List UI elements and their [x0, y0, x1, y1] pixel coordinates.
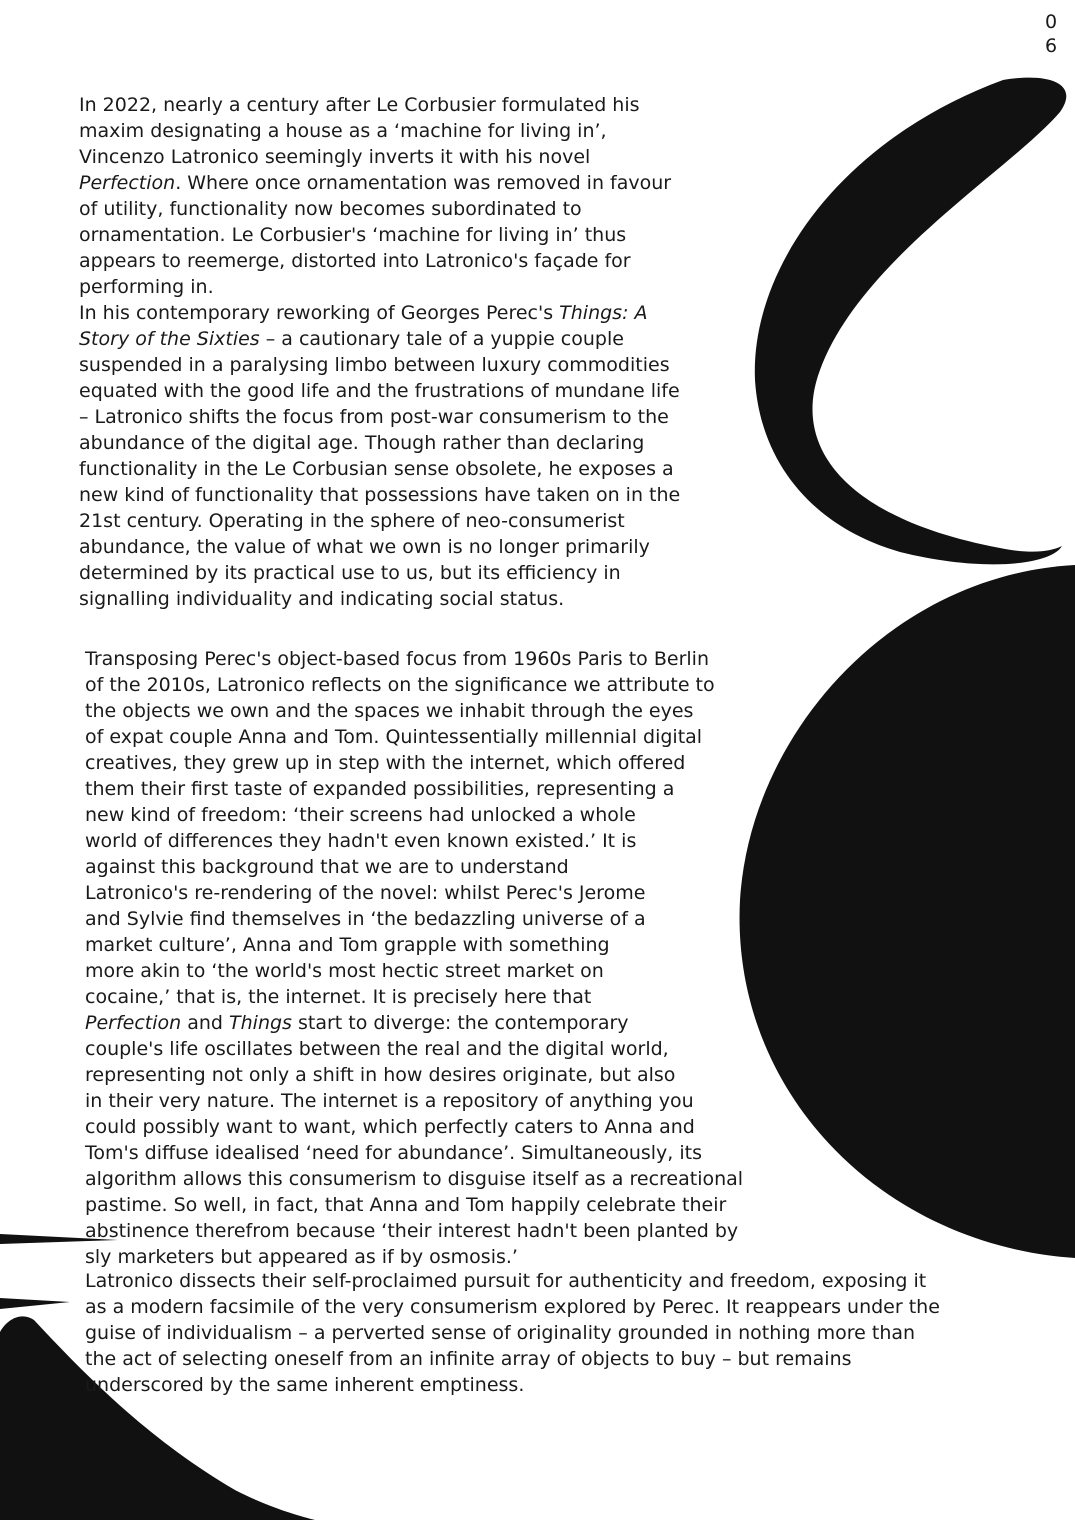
text-line: [85, 1140, 743, 1166]
text-segment: more akin to ‘the world's most hectic street market on: [85, 960, 604, 982]
text-line: [79, 352, 680, 378]
crescent-shape: [755, 78, 1066, 565]
text-segment: abundance of the digital age. Though rather than declaring: [79, 432, 645, 454]
text-segment: representing not only a shift in how desires originate, but also: [85, 1064, 676, 1086]
text-line: [79, 300, 680, 326]
text-segment: signalling individuality and indicating social status.: [79, 588, 565, 610]
text-line: [85, 932, 743, 958]
text-segment: abundance, the value of what we own is no longer primarily: [79, 536, 650, 558]
text-line: [79, 404, 680, 430]
text-line: [79, 508, 680, 534]
text-segment: and: [181, 1012, 230, 1034]
text-segment: Vincenzo Latronico seemingly inverts it with his novel: [79, 146, 591, 168]
text-segment: Tom's diffuse idealised ‘need for abundance’. Simultaneously, its: [85, 1142, 702, 1164]
text-segment: the act of selecting oneself from an infinite array of objects to buy – but remains: [85, 1348, 852, 1370]
text-line: [79, 430, 680, 456]
text-segment: market culture’, Anna and Tom grapple with something: [85, 934, 610, 956]
text-line: [85, 1218, 743, 1244]
text-segment: creatives, they grew up in step with the internet, which offered: [85, 752, 686, 774]
text-line: [85, 958, 743, 984]
text-line: [85, 906, 743, 932]
text-line: [79, 586, 680, 612]
text-line: [79, 482, 680, 508]
text-line: [79, 326, 680, 352]
text-segment: new kind of freedom: ‘their screens had unlocked a whole: [85, 804, 636, 826]
article-paragraph-3: [85, 1268, 940, 1398]
text-segment: functionality in the Le Corbusian sense obsolete, he exposes a: [79, 458, 674, 480]
text-segment: sly marketers but appeared as if by osmosis.’: [85, 1246, 518, 1268]
text-line: [85, 646, 743, 672]
text-line: [85, 1062, 743, 1088]
text-segment: in their very nature. The internet is a repository of anything you: [85, 1090, 694, 1112]
text-line: [79, 248, 680, 274]
text-segment: suspended in a paralysing limbo between luxury commodities: [79, 354, 670, 376]
text-segment: 21st century. Operating in the sphere of neo-consumerist: [79, 510, 625, 532]
text-segment: . Where once ornamentation was removed in favour: [175, 172, 672, 194]
text-line: [85, 1346, 940, 1372]
italic-title: Perfection: [79, 172, 176, 194]
text-segment: the objects we own and the spaces we inhabit through the eyes: [85, 700, 694, 722]
text-line: [85, 672, 743, 698]
text-segment: – a cautionary tale of a yuppie couple: [259, 328, 624, 350]
text-line: [85, 880, 743, 906]
text-segment: start to diverge: the contemporary: [291, 1012, 629, 1034]
text-segment: new kind of functionality that possessions have taken on in the: [79, 484, 681, 506]
text-segment: In 2022, nearly a century after Le Corbusier formulated his: [79, 94, 640, 116]
italic-title: Things: [229, 1012, 292, 1034]
text-line: [85, 854, 743, 880]
text-line: [85, 1114, 743, 1140]
left-stroke-middle: [0, 1298, 70, 1309]
text-segment: and Sylvie find themselves in ‘the bedazzling universe of a: [85, 908, 646, 930]
text-segment: Latronico's re-rendering of the novel: whilst Perec's Jerome: [85, 882, 646, 904]
text-segment: them their first taste of expanded possibilities, representing a: [85, 778, 675, 800]
text-segment: determined by its practical use to us, but its efficiency in: [79, 562, 621, 584]
text-segment: could possibly want to want, which perfectly caters to Anna and: [85, 1116, 695, 1138]
text-segment: appears to reemerge, distorted into Latronico's façade for: [79, 250, 631, 272]
text-line: [85, 1192, 743, 1218]
text-line: [85, 1010, 743, 1036]
text-line: [85, 1268, 940, 1294]
text-line: [79, 378, 680, 404]
italic-title: Perfection: [85, 1012, 182, 1034]
text-line: [85, 1036, 743, 1062]
text-segment: world of differences they hadn't even known existed.’ It is: [85, 830, 637, 852]
text-segment: maxim designating a house as a ‘machine for living in’,: [79, 120, 607, 142]
text-line: [85, 802, 743, 828]
article-paragraph-2: [85, 646, 743, 1270]
text-segment: as a modern facsimile of the very consumerism explored by Perec. It reappears under the: [85, 1296, 940, 1318]
text-line: [79, 456, 680, 482]
text-segment: of utility, functionality now becomes subordinated to: [79, 198, 582, 220]
text-segment: Transposing Perec's object-based focus from 1960s Paris to Berlin: [85, 648, 709, 670]
text-segment: of the 2010s, Latronico reflects on the significance we attribute to: [85, 674, 715, 696]
text-line: [85, 776, 743, 802]
text-line: [85, 750, 743, 776]
page-number-digit: 0: [1044, 11, 1058, 33]
text-line: [79, 534, 680, 560]
text-segment: equated with the good life and the frustrations of mundane life: [79, 380, 680, 402]
text-line: [85, 1244, 743, 1270]
text-segment: of expat couple Anna and Tom. Quintessentially millennial digital: [85, 726, 703, 748]
text-line: [79, 170, 680, 196]
text-line: [79, 118, 680, 144]
text-segment: – Latronico shifts the focus from post-war consumerism to the: [79, 406, 669, 428]
text-segment: algorithm allows this consumerism to disguise itself as a recreational: [85, 1168, 744, 1190]
italic-title: Story of the Sixties: [79, 328, 260, 350]
text-line: [85, 1294, 940, 1320]
text-segment: ornamentation. Le Corbusier's ‘machine for living in’ thus: [79, 224, 627, 246]
text-segment: couple's life oscillates between the real and the digital world,: [85, 1038, 669, 1060]
text-line: [79, 222, 680, 248]
text-segment: underscored by the same inherent emptiness.: [85, 1374, 525, 1396]
text-line: [79, 92, 680, 118]
text-line: [85, 1088, 743, 1114]
half-circle-shape: [740, 565, 1075, 1258]
text-line: [85, 984, 743, 1010]
article-paragraph-1: [79, 92, 680, 612]
text-line: [79, 144, 680, 170]
text-segment: Latronico dissects their self-proclaimed pursuit for authenticity and freedom, exposing it: [85, 1270, 927, 1292]
text-line: [79, 274, 680, 300]
italic-title: Things: A: [559, 302, 648, 324]
page-number: [1041, 10, 1061, 58]
text-line: [85, 724, 743, 750]
text-segment: against this background that we are to understand: [85, 856, 569, 878]
text-segment: abstinence therefrom because ‘their interest hadn't been planted by: [85, 1220, 739, 1242]
text-line: [85, 698, 743, 724]
text-segment: cocaine,’ that is, the internet. It is precisely here that: [85, 986, 592, 1008]
text-line: [85, 1166, 743, 1192]
text-segment: In his contemporary reworking of Georges Perec's: [79, 302, 560, 324]
page-number-digit: 6: [1044, 35, 1058, 57]
text-line: [85, 1320, 940, 1346]
text-line: [79, 560, 680, 586]
text-segment: pastime. So well, in fact, that Anna and Tom happily celebrate their: [85, 1194, 727, 1216]
text-line: [79, 196, 680, 222]
text-segment: performing in.: [79, 276, 214, 298]
text-line: [85, 828, 743, 854]
text-line: [85, 1372, 940, 1398]
text-segment: guise of individualism – a perverted sense of originality grounded in nothing more than: [85, 1322, 916, 1344]
